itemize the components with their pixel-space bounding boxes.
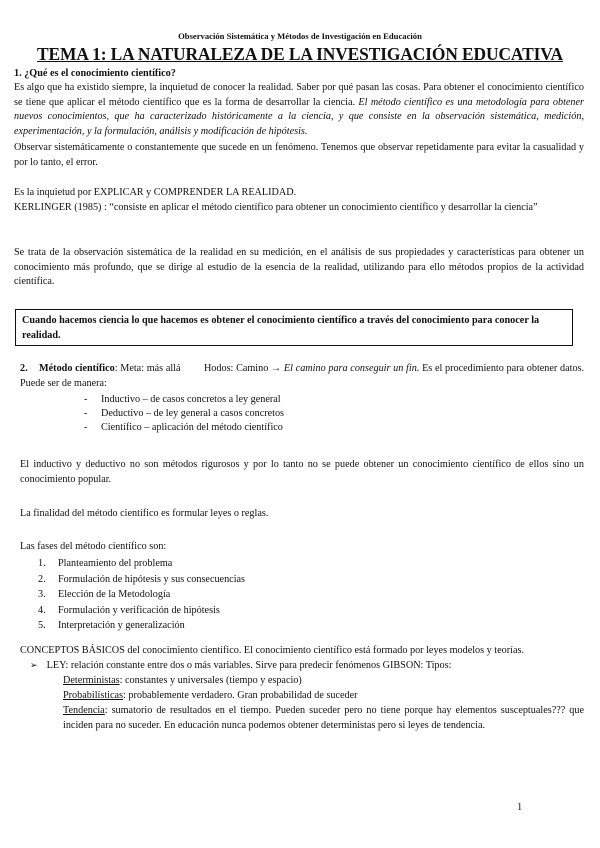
law-type-label: Deterministas bbox=[63, 675, 120, 686]
list-item: 4. Formulación y verificación de hipótesis bbox=[38, 604, 220, 616]
law-type-tendencia bbox=[63, 704, 584, 733]
ley-label: LEY bbox=[46, 660, 66, 671]
section-1-paragraph-5: Se trata de la observación sistemática de la realidad en su medición, en el análisis de sus propiedades y características para obtener un conocimiento más profundo, que se dirige al estudio de la esencia de la realidad, utilizando para ello métodos propios de la actividad científica. bbox=[14, 247, 584, 287]
section-2-phases-intro: Las fases del método científico son: bbox=[20, 541, 167, 552]
section-1-heading: 1. ¿Qué es el conocimiento científico? bbox=[14, 68, 176, 79]
section-2-hodos-definition: El camino para conseguir un fin. bbox=[283, 363, 420, 374]
method-phases-list bbox=[38, 556, 558, 634]
list-item: - Científico – aplicación del método científico bbox=[84, 422, 283, 433]
list-item: - Deductivo – de ley general a casos concretos bbox=[84, 408, 285, 419]
law-type-text: : constantes y universales (tiempo y espacio) bbox=[119, 675, 302, 686]
section-1-paragraph-2: Observar sistemáticamente o constantemente que sucede en un fenómeno. Tenemos que observar repetidamente para evitar la casualidad y por lo tanto, el error. bbox=[14, 142, 584, 168]
section-2-number: 2. bbox=[20, 363, 28, 374]
section-2-procedure: Es el procedimiento para obtener datos. Puede ser de manera: bbox=[20, 363, 585, 389]
law-type-probabilisticas bbox=[63, 689, 584, 704]
ley-definition bbox=[30, 659, 584, 674]
section-2-inductivo-paragraph: El inductivo y deductivo no son métodos rigurosos y por lo tanto no se puede obtener un conocimiento científico de ellos sino un conocimiento popular. bbox=[20, 459, 584, 485]
law-type-label: Tendencia bbox=[63, 705, 105, 716]
ley-text: : relación constante entre dos o más variables. Sirve para predecir fenómenos GIBSON: Tipos: bbox=[65, 660, 452, 671]
law-type-text: : sumatorio de resultados en el tiempo. Pueden suceder pero no tiene porque hay elementos susceptuales??? que inciden para no suceder. En educación nunca podemos obtener deterministas pero si leyes de tendencia. bbox=[63, 705, 584, 731]
section-2-term: Método científico bbox=[39, 363, 115, 374]
arrow-bullet-icon: ➢ bbox=[30, 661, 38, 671]
section-2-hodos: Hodos: Camino → bbox=[203, 363, 282, 374]
section-2-intro bbox=[20, 362, 584, 391]
section-1-paragraph-3: Es la inquietud por EXPLICAR y COMPRENDER LA REALIDAD. bbox=[14, 187, 297, 198]
page-number: 1 bbox=[517, 802, 523, 813]
law-type-deterministas bbox=[63, 674, 584, 689]
document-subtitle: Observación Sistemática y Métodos de Investigación en Educación bbox=[178, 31, 422, 41]
highlight-box-text: Cuando hacemos ciencia lo que hacemos es obtener el conocimiento científico a través del conocimiento para conocer la realidad. bbox=[22, 315, 540, 341]
paragraph-italic-definition: El método científico es una metodología para obtener nuevos conocimientos, que ha caracterizado históricamente a la ciencia, y que consiste en la observación sistemática, medición, experimentación, y la formulación, análisis y modificación de hipótesis. bbox=[14, 96, 585, 137]
list-item: 1. Planteamiento del problema bbox=[38, 558, 173, 569]
list-item: 5. Interpretación y generalización bbox=[38, 620, 185, 631]
highlight-box bbox=[15, 309, 573, 346]
method-kinds-list bbox=[84, 393, 564, 435]
concepts-intro: CONCEPTOS BÁSICOS del conocimiento científico. El conocimiento científico está formado por leyes modelos y teorías. bbox=[20, 645, 524, 656]
list-item: 2. Formulación de hipótesis y sus consecuencias bbox=[38, 573, 246, 585]
law-type-text: : probablemente verdadero. Gran probabilidad de suceder bbox=[123, 690, 358, 701]
law-type-label: Probabilísticas bbox=[63, 690, 123, 701]
section-1-kerlinger-quote: KERLINGER (1985) : “consiste en aplicar el método científico para obtener un conocimiento científico y desarrollar la ciencia” bbox=[14, 202, 538, 213]
page-title: TEMA 1: LA NATURALEZA DE LA INVESTIGACIÓN EDUCATIVA bbox=[37, 44, 563, 64]
section-2-finalidad-paragraph: La finalidad del método científico es formular leyes o reglas. bbox=[20, 508, 269, 519]
list-item: 3. Elección de la Metodología bbox=[38, 589, 171, 600]
section-1-paragraph-1 bbox=[14, 81, 584, 139]
section-2-meta: : Meta: más allá bbox=[114, 363, 181, 374]
paragraph-text: Es algo que ha existido siempre, la inquietud de conocer la realidad. Saber por qué pasan las cosas. Para obtener el conocimiento científico se tiene que aplicar el método científico que es la forma de desarrollar la ciencia. bbox=[14, 82, 584, 108]
list-item: - Inductivo – de casos concretos a ley general bbox=[84, 394, 281, 405]
